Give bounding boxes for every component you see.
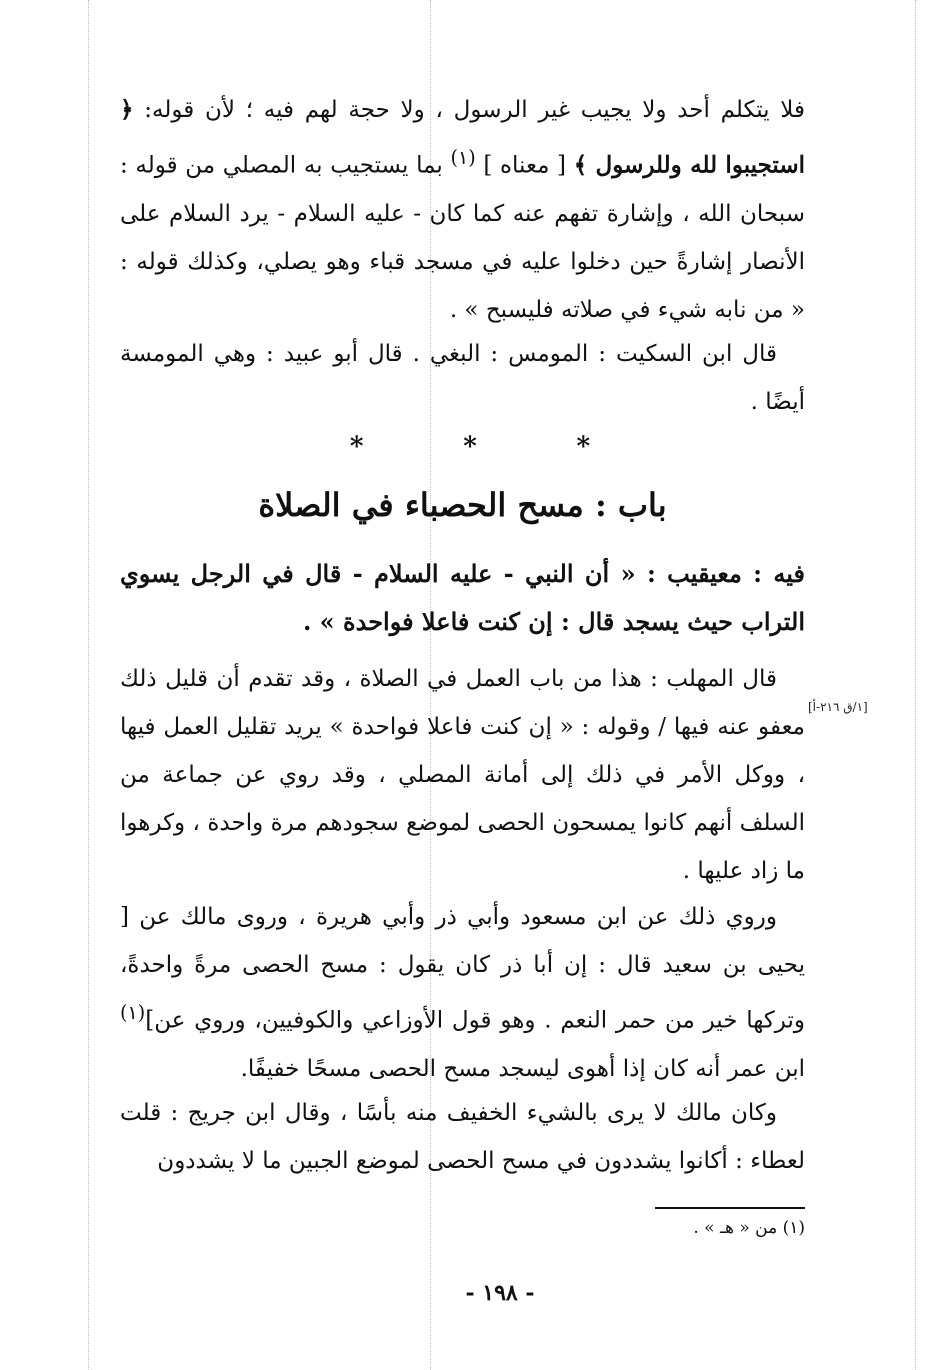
paragraph-3 <box>120 655 805 895</box>
paragraph-2 <box>120 330 805 426</box>
separator-star: * <box>463 432 477 462</box>
paragraph-4-tail: ابن عمر أنه كان إذا أهوى ليسجد مسح الحصى مسحًا خفيفًا. <box>240 1055 805 1082</box>
footnote-marker: (١) <box>450 146 476 169</box>
manuscript-folio-reference: [١/ق ٢١٦-أ] <box>808 700 868 714</box>
footnote: (١) من « هـ » . <box>693 1218 805 1238</box>
page-number: - ١٩٨ - <box>465 1280 535 1306</box>
footnote-marker: (١) <box>120 1001 146 1024</box>
margin-guide-right <box>915 0 916 1370</box>
paragraph-5 <box>120 1089 805 1185</box>
paragraph-3-text: قال المهلب : هذا من باب العمل في الصلاة ، وقد تقدم أن قليل ذلك معفو عنه فيها / وقوله : « إن كنت فاعلا فواحدة » يريد تقليل العمل فيها ، ووكل الأمر في ذلك إلى أمانة المصلي ، وقد روي عن جماعة من السلف أنهم كانوا يمسحون الحصى لموضع سجودهم مرة واحدة ، وكرهوا ما زاد عليها . <box>120 666 805 884</box>
paragraph-1-line-2: بما يستجيب به المصلي <box>222 152 443 179</box>
paragraph-2-text: قال ابن السكيت : المومس : البغي . قال أبو عبيد : وهي المومسة أيضًا . <box>120 341 805 415</box>
separator-star: * <box>349 432 364 462</box>
footnote-divider <box>655 1207 805 1209</box>
paragraph-1-rest: من قوله : سبحان الله ، وإشارة تفهم عنه كما كان - عليه السلام - يرد السلام على الأنصار إشارةً حين دخلوا عليه في مسجد قباء وهو يصلي، وكذلك قوله : « من نابه شيء في صلاته فليسبح » . <box>120 152 805 323</box>
bracketed-insertion: [ معناه ] <box>483 152 567 179</box>
hadith-text <box>120 550 805 646</box>
hadith-paragraph: فيه : معيقيب : « أن النبي - عليه السلام - قال في الرجل يسوي التراب حيث يسجد قال : إن كنت فاعلا فواحدة » . <box>120 559 805 636</box>
section-separator <box>300 432 640 462</box>
chapter-title: باب : مسح الحصباء في الصلاة <box>258 486 667 524</box>
paragraph-4 <box>120 893 805 1093</box>
paragraph-5-text: وكان مالك لا يرى بالشيء الخفيف منه بأسًا ، وقال ابن جريج : قلت لعطاء : أكانوا يشددون في مسح الحصى لموضع الجبين ما لا يشددون <box>120 1100 805 1174</box>
margin-guide-left <box>88 0 89 1370</box>
separator-star: * <box>576 432 591 462</box>
paragraph-1-label: قوله: <box>144 97 195 123</box>
quran-quote: ﴿ استجيبوا لله وللرسول ﴾ <box>120 96 806 179</box>
paragraph-1 <box>120 86 805 334</box>
paragraph-4-main: وروي ذلك عن ابن مسعود وأبي ذر وأبي هريرة ، وروى مالك عن [ يحيى بن سعيد قال : إن أبا ذر كان يقول : مسح الحصى مرةً واحدةً، وتركها خير من حمر النعم . وهو قول الأوزاعي والكوفيين، وروي عن] <box>120 904 805 1034</box>
paragraph-1-line-1: فلا يتكلم أحد ولا يجيب غير الرسول ، ولا حجة لهم فيه ؛ لأن <box>204 97 806 123</box>
